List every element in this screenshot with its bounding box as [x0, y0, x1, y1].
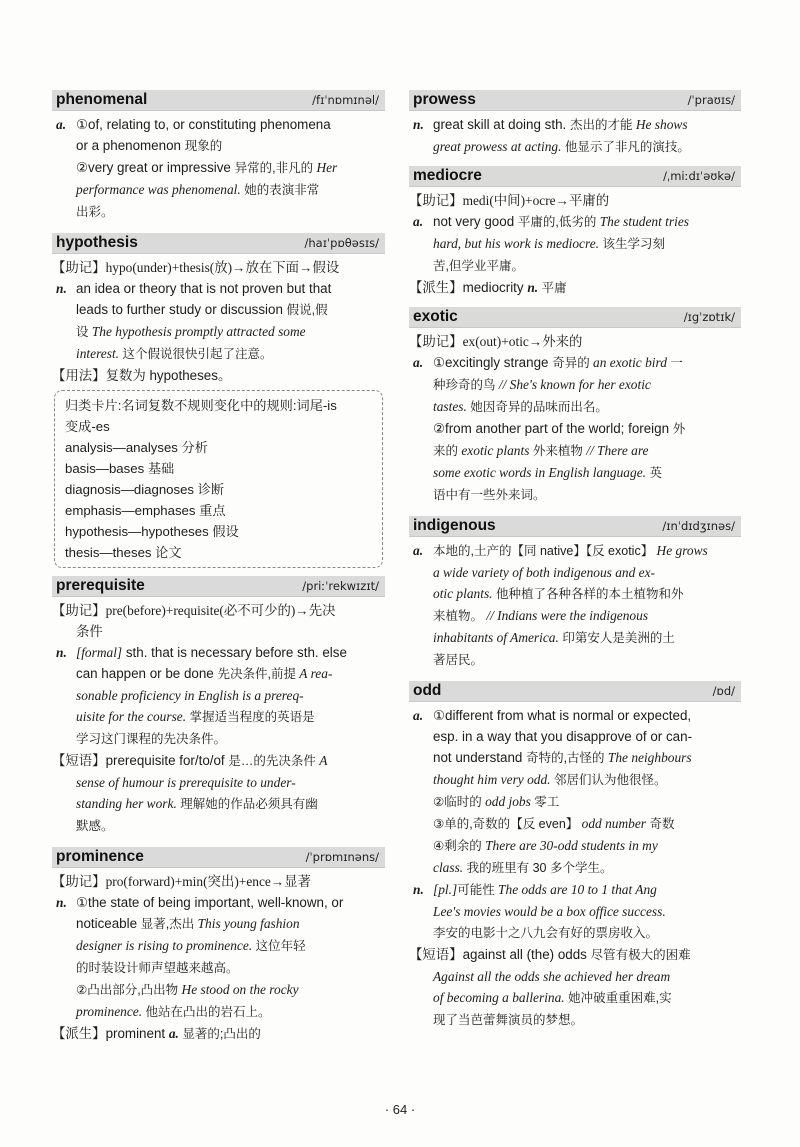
mnemonic: 【助记】ex(out)+otic→外来的 — [409, 334, 583, 349]
headword: prowess — [413, 91, 476, 108]
mnemonic: 【助记】hypo(under)+thesis(放)→放在下面→假设 — [52, 260, 340, 275]
classification-card: 归类卡片:名词复数不规则变化中的规则:词尾-is 变成-es analysis—analyses 分析 basis—bases 基础 diagnosis—diagnoses 诊断 emphasis—emphases 重点 hypothesis—hypotheses 假设 thesis—theses 论文 — [54, 390, 383, 568]
pronunciation: /ɪgˈzɒtɪk/ — [683, 310, 735, 324]
headword: prerequisite — [56, 577, 145, 594]
mnemonic: 【助记】pre(before)+requisite(必不可少的)→先决 — [52, 603, 336, 618]
pronunciation: /ˌmiːdɪˈəʊkə/ — [663, 169, 735, 183]
entry-prominence: prominence /ˈprɒmɪnəns/ 【助记】pro(forward)+min(突出)+ence→显著 n. ①the state of being important, well-known, or noticeable 显著,杰出 This young fashion designer is rising to prominence. 这位年轻 的时装设计师声望越来越高。 ②凸出部分,凸出物 He stood on the rocky prominence. 他站在凸出的岩石上。 【派生】prominent a. 显著的;凸出的 — [52, 847, 385, 1045]
pronunciation: /ˈpraʊɪs/ — [687, 93, 735, 107]
headword: exotic — [413, 308, 458, 325]
usage-note: 【用法】复数为 hypotheses。 — [52, 368, 232, 383]
headword-bar — [409, 90, 741, 111]
headword-bar — [409, 166, 741, 187]
entry-prowess: prowess /ˈpraʊɪs/ n. great skill at doing sth. 杰出的才能 He shows great prowess at acting. 他显示了非凡的演技。 — [409, 90, 741, 158]
headword-bar — [52, 233, 385, 254]
headword-bar — [52, 847, 385, 868]
headword: phenomenal — [56, 91, 148, 108]
pronunciation: /ɪnˈdɪdʒɪnəs/ — [662, 519, 735, 533]
headword: indigenous — [413, 517, 496, 534]
left-column — [52, 90, 385, 1045]
entry-odd: odd /ɒd/ a. ①different from what is normal or expected, esp. in a way that you disapprove of or can- not understand 奇特的,古怪的 The neighbours thought him very odd. 邻居们认为他很怪。 ②临时的 odd jobs 零工 ③单的,奇数的【反 even】 odd number 奇数 ④剩余的 There are 30-odd students in my class. 我的班里有 30 多个学生。 n. [pl.]可能性 The odds are 10 to 1 that Ang Lee's movies would be a box office success. 李安的电影十之八九会有好的票房收入。 【短语】against all (the) odds 尽管有极大的困难 Against all the odds she achieved her dream of becoming a ballerina. 她冲破重重困难,实 现了当芭蕾舞演员的梦想。 — [409, 681, 741, 1031]
card-item: thesis—theses 论文 — [65, 545, 182, 560]
card-item: hypothesis—hypotheses 假设 — [65, 524, 239, 539]
pos-label: a. — [56, 117, 67, 132]
headword: hypothesis — [56, 234, 138, 251]
mnemonic: 【助记】medi(中间)+ocre→平庸的 — [409, 193, 610, 208]
entry-exotic: exotic /ɪgˈzɒtɪk/ 【助记】ex(out)+otic→外来的 a. ①excitingly strange 奇异的 an exotic bird 一 种珍奇的鸟 // She's known for her exotic tastes. 她因奇异的品味而出名。 ②from another part of the world; foreign 外 来的 exotic plants 外来植物 // There are some exotic words in English language. 英 语中有一些外来词。 — [409, 307, 741, 506]
derivative: 【派生】prominent a. 显著的;凸出的 — [52, 1026, 261, 1041]
sense-1: a. ①of, relating to, or constituting phenomena — [52, 114, 385, 135]
right-column — [409, 90, 741, 1031]
card-item: analysis—analyses 分析 — [65, 440, 208, 455]
pronunciation: /fɪˈnɒmɪnəl/ — [312, 93, 379, 107]
card-item: basis—bases 基础 — [65, 461, 175, 476]
headword: mediocre — [413, 167, 482, 184]
headword-bar — [409, 516, 741, 537]
entry-indigenous: indigenous /ɪnˈdɪdʒɪnəs/ a. 本地的,土产的【同 native】【反 exotic】 He grows a wide variety of both indigenous and ex- otic plants. 他种植了各种各样的本土植物和外 来植物。 // Indians were the indigenous inhabitants of America. 印第安人是美洲的土 著居民。 — [409, 516, 741, 671]
entry-hypothesis: hypothesis /haɪˈpɒθəsɪs/ 【助记】hypo(under)+thesis(放)→放在下面→假设 n. an idea or theory that is not proven but that leads to further study or discussion 假说,假 设 The hypothesis promptly attracted some interest. 这个假说很快引起了注意。 【用法】复数为 hypotheses。 归类卡片:名词复数不规则变化中的规则:词尾-is 变成-es analysis—analyses 分析 basis—bases 基础 diagnosis—diagnoses 诊断 emphasis—emphases 重点 hypothesis—hypotheses 假设 thesis—theses 论文 — [52, 233, 385, 568]
entry-phenomenal: phenomenal /fɪˈnɒmɪnəl/ a. ①of, relating to, or constituting phenomena or a phenomenon 现象的 ②very great or impressive 异常的,非凡的 Her performance was phenomenal. 她的表演非常 出彩。 — [52, 90, 385, 223]
entry-mediocre: mediocre /ˌmiːdɪˈəʊkə/ 【助记】medi(中间)+ocre→平庸的 a. not very good 平庸的,低劣的 The student tries hard, but his work is mediocre. 该生学习刻 苦,但学业平庸。 【派生】mediocrity n. 平庸 — [409, 166, 741, 299]
pronunciation: /ɒd/ — [712, 684, 735, 698]
pronunciation: /priːˈrekwɪzɪt/ — [302, 579, 379, 593]
headword-bar — [409, 307, 741, 328]
headword: odd — [413, 682, 442, 699]
pronunciation: /ˈprɒmɪnəns/ — [305, 850, 379, 864]
entry-prerequisite: prerequisite /priːˈrekwɪzɪt/ 【助记】pre(before)+requisite(必不可少的)→先决 条件 n. [formal] sth. that is necessary before sth. else can happen or be done 先决条件,前提 A rea- sonable proficiency in English is a prereq- uisite for the course. 掌握适当程度的英语是 学习这门课程的先决条件。 【短语】prerequisite for/to/of 是…的先决条件 A sense of humour is prerequisite to under- standing her work. 理解她的作品必须具有幽 默感。 — [52, 576, 385, 837]
headword-bar — [409, 681, 741, 702]
card-item: diagnosis—diagnoses 诊断 — [65, 482, 225, 497]
headword-bar — [52, 576, 385, 597]
derivative: 【派生】mediocrity n. 平庸 — [409, 280, 567, 295]
pronunciation: /haɪˈpɒθəsɪs/ — [304, 236, 379, 250]
mnemonic: 【助记】pro(forward)+min(突出)+ence→显著 — [52, 874, 312, 889]
phrase: 【短语】against all (the) odds 尽管有极大的困难 — [409, 947, 691, 962]
page-number: · 64 · — [384, 1102, 416, 1117]
card-item: emphasis—emphases 重点 — [65, 503, 226, 518]
phrase: 【短语】prerequisite for/to/of 是…的先决条件 A — [52, 753, 328, 768]
sense-2: ②very great or impressive 异常的,非凡的 Her — [76, 160, 338, 175]
headword: prominence — [56, 848, 144, 865]
headword-bar — [52, 90, 385, 111]
